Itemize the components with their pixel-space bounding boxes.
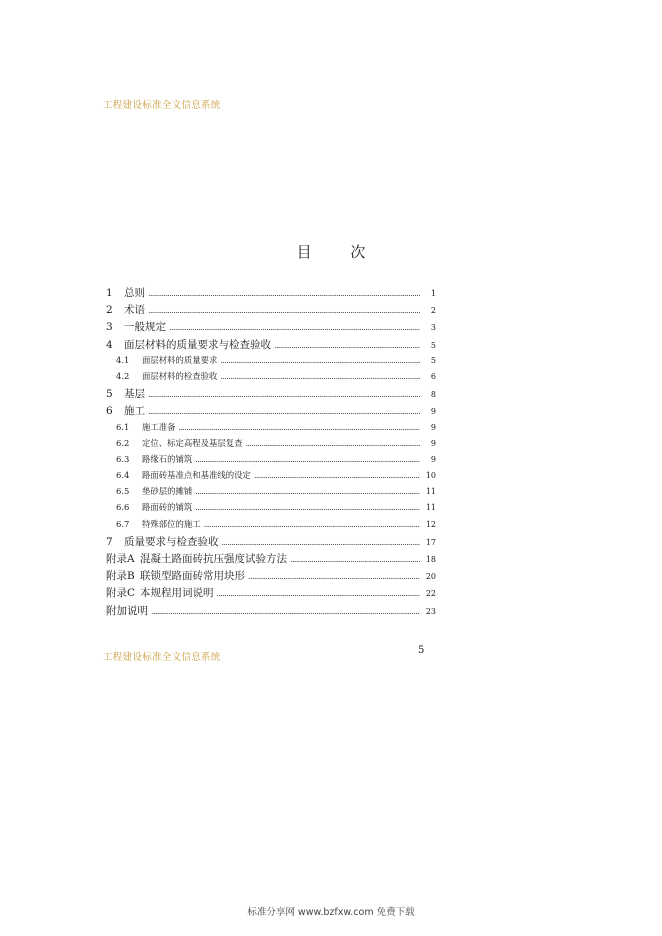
toc-entry[interactable] — [106, 568, 436, 585]
toc-entry[interactable] — [106, 551, 436, 568]
toc-entry[interactable] — [106, 285, 436, 302]
toc-entry-page: 20 — [425, 572, 436, 582]
toc-leader-dots — [148, 407, 420, 416]
toc-entry-number: 6.1 — [116, 421, 130, 432]
toc-entry-title: 面层材料的质量要求 — [142, 354, 218, 365]
toc-entry-title: 本规程用词说明 — [140, 587, 214, 600]
toc-leader-dots — [222, 538, 421, 547]
toc-entry[interactable] — [106, 501, 436, 517]
toc-entry-page: 5 — [430, 355, 436, 365]
watermark-bottom: 工程建设标准全文信息系统 — [103, 652, 221, 663]
toc-entry-title: 特殊部位的施工 — [142, 518, 201, 529]
toc-leader-dots — [148, 306, 420, 315]
toc-leader-dots — [195, 503, 420, 512]
toc-entry-title: 总则 — [124, 287, 145, 299]
toc-entry-title: 质量要求与检查验收 — [124, 535, 219, 548]
table-of-contents — [106, 285, 436, 620]
toc-entry[interactable] — [106, 469, 436, 485]
toc-entry-page: 10 — [425, 471, 436, 481]
toc-entry-page: 11 — [425, 503, 436, 513]
toc-entry-title: 路面砖的铺筑 — [142, 502, 193, 513]
toc-entry-title: 基层 — [124, 388, 145, 401]
toc-entry-page: 9 — [430, 454, 436, 464]
toc-entry-page: 3 — [430, 323, 436, 333]
toc-entry-page: 1 — [430, 289, 436, 298]
toc-entry-page: 17 — [425, 537, 436, 547]
toc-leader-dots — [290, 555, 420, 564]
toc-entry-page: 8 — [430, 390, 436, 400]
toc-leader-dots — [248, 572, 420, 581]
toc-entry-page: 18 — [425, 555, 436, 564]
toc-entry-number: 5 — [106, 388, 113, 401]
toc-leader-dots — [220, 356, 420, 365]
toc-entry-number: 1 — [106, 287, 113, 299]
toc-leader-dots — [217, 589, 421, 598]
toc-entry-page: 2 — [430, 306, 436, 316]
toc-entry[interactable] — [106, 437, 436, 453]
page-title: 目 次 — [296, 243, 366, 261]
toc-entry[interactable] — [106, 603, 436, 620]
toc-entry-number: 附录A — [106, 553, 135, 565]
toc-entry-number: 6.2 — [116, 437, 130, 448]
toc-entry[interactable] — [106, 337, 436, 354]
toc-entry-page: 9 — [430, 422, 436, 432]
toc-entry-page: 9 — [430, 438, 436, 448]
toc-entry-title: 路面砖基准点和基准线的设定 — [142, 470, 251, 481]
toc-entry-title: 垫砂层的摊铺 — [142, 486, 193, 497]
toc-entry-title: 一般规定 — [124, 321, 166, 334]
toc-leader-dots — [220, 372, 420, 381]
footer-download-text: 标准分享网 www.bzfxw.com 免费下载 — [247, 907, 415, 918]
toc-leader-dots — [195, 455, 420, 464]
toc-entry-number: 6.4 — [116, 470, 130, 481]
toc-entry-page: 23 — [425, 606, 436, 616]
toc-entry[interactable] — [106, 534, 436, 551]
toc-entry-number: 4.1 — [116, 354, 130, 365]
toc-entry[interactable] — [106, 403, 436, 420]
toc-entry-title: 附加说明 — [106, 604, 148, 617]
toc-entry-title: 施工准备 — [142, 421, 176, 432]
toc-entry[interactable] — [106, 518, 436, 534]
page-number: 5 — [418, 645, 425, 656]
toc-entry[interactable] — [106, 354, 436, 370]
toc-entry-page: 22 — [425, 589, 436, 599]
toc-entry-number: 3 — [106, 321, 113, 334]
toc-entry[interactable] — [106, 370, 436, 386]
toc-entry-page: 9 — [430, 407, 436, 417]
toc-entry-page: 12 — [425, 519, 436, 529]
toc-entry-number: 附录B — [106, 570, 135, 583]
toc-leader-dots — [179, 423, 421, 432]
toc-entry-title: 联锁型路面砖常用块形 — [140, 570, 245, 583]
toc-entry-title: 术语 — [124, 304, 145, 317]
toc-entry-number: 6.5 — [116, 486, 130, 497]
toc-entry[interactable] — [106, 302, 436, 319]
toc-entry-number: 4 — [106, 338, 113, 351]
toc-entry[interactable] — [106, 319, 436, 336]
toc-entry-title: 面层材料的质量要求与检查验收 — [124, 338, 271, 351]
toc-entry-title: 路缘石的铺筑 — [142, 453, 193, 464]
toc-entry[interactable] — [106, 585, 436, 602]
toc-entry-number: 4.2 — [116, 370, 130, 381]
toc-leader-dots — [254, 471, 420, 480]
toc-leader-dots — [148, 390, 420, 399]
toc-leader-dots — [274, 341, 420, 350]
toc-entry-page: 5 — [430, 340, 436, 350]
toc-leader-dots — [151, 607, 420, 616]
toc-entry-number: 7 — [106, 535, 113, 548]
watermark-top: 工程建设标准全文信息系统 — [103, 100, 221, 111]
toc-entry-title: 面层材料的检查验收 — [142, 370, 218, 381]
toc-entry-page: 6 — [430, 371, 436, 381]
toc-entry-title: 施工 — [124, 405, 145, 418]
toc-entry[interactable] — [106, 421, 436, 437]
toc-entry-number: 6.3 — [116, 453, 130, 464]
toc-entry-number: 6 — [106, 405, 113, 418]
toc-entry-number: 2 — [106, 304, 113, 317]
toc-entry-number: 附录C — [106, 587, 136, 600]
toc-leader-dots — [169, 323, 420, 332]
toc-entry-page: 11 — [425, 487, 436, 497]
toc-entry-number: 6.7 — [116, 518, 130, 529]
toc-leader-dots — [195, 487, 420, 496]
toc-leader-dots — [246, 439, 421, 448]
toc-entry-title: 定位、标定高程及基层复查 — [142, 437, 243, 448]
toc-entry[interactable] — [106, 485, 436, 501]
toc-leader-dots — [148, 289, 420, 298]
toc-entry-title: 混凝土路面砖抗压强度试验方法 — [140, 553, 287, 565]
toc-entry[interactable] — [106, 386, 436, 403]
toc-leader-dots — [204, 520, 420, 529]
toc-entry-number: 6.6 — [116, 502, 130, 513]
toc-entry[interactable] — [106, 453, 436, 469]
